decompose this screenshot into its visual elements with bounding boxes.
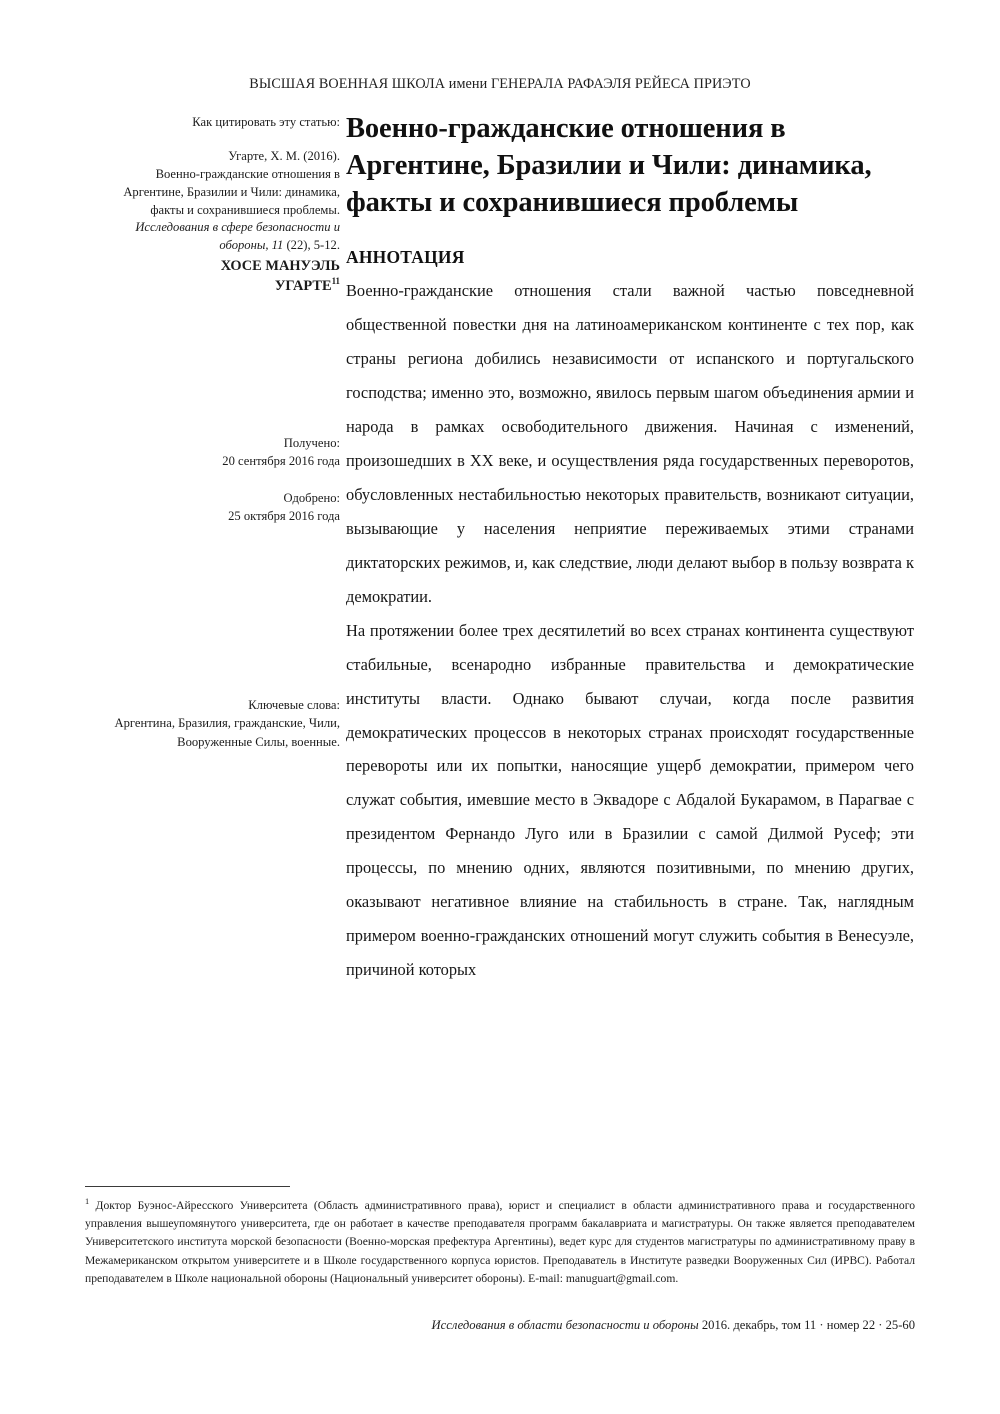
citation-title-line-2: Аргентине, Бразилии и Чили: динамика,	[123, 184, 340, 199]
approved-label: Одобрено:	[283, 490, 340, 505]
author-name-line-1: ХОСЕ МАНУЭЛЬ	[220, 258, 340, 275]
footer-issue-info: 2016. декабрь, том 11 · номер 22 · 25-60	[698, 1318, 915, 1332]
citation-text	[82, 148, 340, 255]
footnote-text: Доктор Буэнос-Айресского Университета (Область административного права), юрист и специалист в области административного права и государственного управления вышеупомянутого университета, где он работает в качестве преподавателя программ бакалавриата и магистратуры. Он также является преподавателем Университетского института морской безопасности (Военно-морская префектура Аргентины), ведет курс для студентов магистратуры по административному праву в Межамериканском открытом университете и в Школе государственного корпуса юристов. Преподаватель в Институте разведки Вооруженных Сил (ИРВС). Работал преподавателем в Школе национальной обороны (Национальный университет обороны). E-mail: manuguart@gmail.com.	[85, 1198, 915, 1286]
sidebar-dates-block	[82, 434, 340, 525]
received-label: Получено:	[283, 436, 340, 450]
footer-journal-name: Исследования в области безопасности и обороны	[431, 1318, 699, 1332]
citation-title-line-3: факты и сохранившиеся проблемы.	[150, 202, 340, 217]
keywords-line-1: Аргентина, Бразилия, гражданские, Чили,	[114, 716, 340, 731]
sidebar-citation-block	[82, 114, 340, 295]
citation-issue-pages: (22), 5-12.	[283, 238, 340, 253]
page-title: Военно-гражданские отношения в Аргентине, Бразилии и Чили: динамика, факты и сохранившиеся проблемы	[346, 113, 872, 219]
approved-group	[82, 489, 340, 526]
received-group	[82, 434, 340, 471]
citation-journal-line-1: Исследования в сфере безопасности и	[135, 220, 340, 235]
author-footnote-marker: 11	[331, 275, 340, 286]
citation-journal-line-2: обороны, 11	[219, 238, 284, 253]
abstract-heading: АННОТАЦИЯ	[346, 247, 465, 268]
running-head: ВЫСШАЯ ВОЕННАЯ ШКОЛА имени ГЕНЕРАЛА РАФАЭЛЯ РЕЙЕСА ПРИЭТО	[249, 76, 751, 92]
approved-date: 25 октября 2016 года	[228, 508, 340, 523]
page-footer	[85, 1318, 915, 1333]
author-name	[82, 257, 340, 295]
keywords-label: Ключевые слова:	[248, 698, 340, 712]
footnote-separator-rule	[85, 1186, 290, 1187]
keywords-line-2: Вооруженные Силы, военные.	[177, 734, 340, 749]
received-date: 20 сентября 2016 года	[222, 454, 340, 469]
abstract-paragraph-2: На протяжении более трех десятилетий во всех странах континента существуют стабильные, всенародно избранные правительства и демократические институты власти. Однако бывают случаи, когда после развития демократических процессов в некоторых странах происходят государственные перевороты или их попытки, наносящие ущерб демократии, примером чего служат события, имевшие место в Эквадоре с Абдалой Букарамом, в Парагвае с президентом Фернандо Луго или в Бразилии с самой Дилмой Русеф; эти процессы, по мнению одних, являются позитивными, по мнению других, оказывают негативное влияние на стабильность в стране. Так, наглядным примером военно-гражданских отношений могут служить события в Венесуэле, причиной которых	[346, 620, 914, 980]
citation-title-line-1: Военно-гражданские отношения в	[155, 166, 340, 181]
main-column	[346, 110, 914, 987]
footnote-marker: 1	[85, 1197, 90, 1206]
sidebar-keywords-block	[82, 696, 340, 751]
author-footnote	[85, 1195, 915, 1288]
abstract-paragraph-1: Военно-гражданские отношения стали важной частью повседневной общественной повестки дня на латиноамериканском континенте с тех пор, как страны региона добились независимости от испанского и португальского господства; именно это, возможно, явилось первым шагом объединения армии и народа в рамках освободительного движения. Начиная с изменений, произошедших в XX веке, и осуществления ряда государственных переворотов, обусловленных нестабильностью некоторых правительств, возникают ситуации, вызывающие у населения неприятие переживаемых этими странами диктаторских режимов, и, как следствие, люди делают выбор в пользу возврата к демократии.	[346, 281, 914, 606]
author-name-line-2: УГАРТЕ	[274, 277, 332, 294]
citation-author-year: Угарте, Х. М. (2016).	[228, 148, 340, 163]
how-to-cite-label: Как цитировать эту статью:	[192, 115, 340, 129]
